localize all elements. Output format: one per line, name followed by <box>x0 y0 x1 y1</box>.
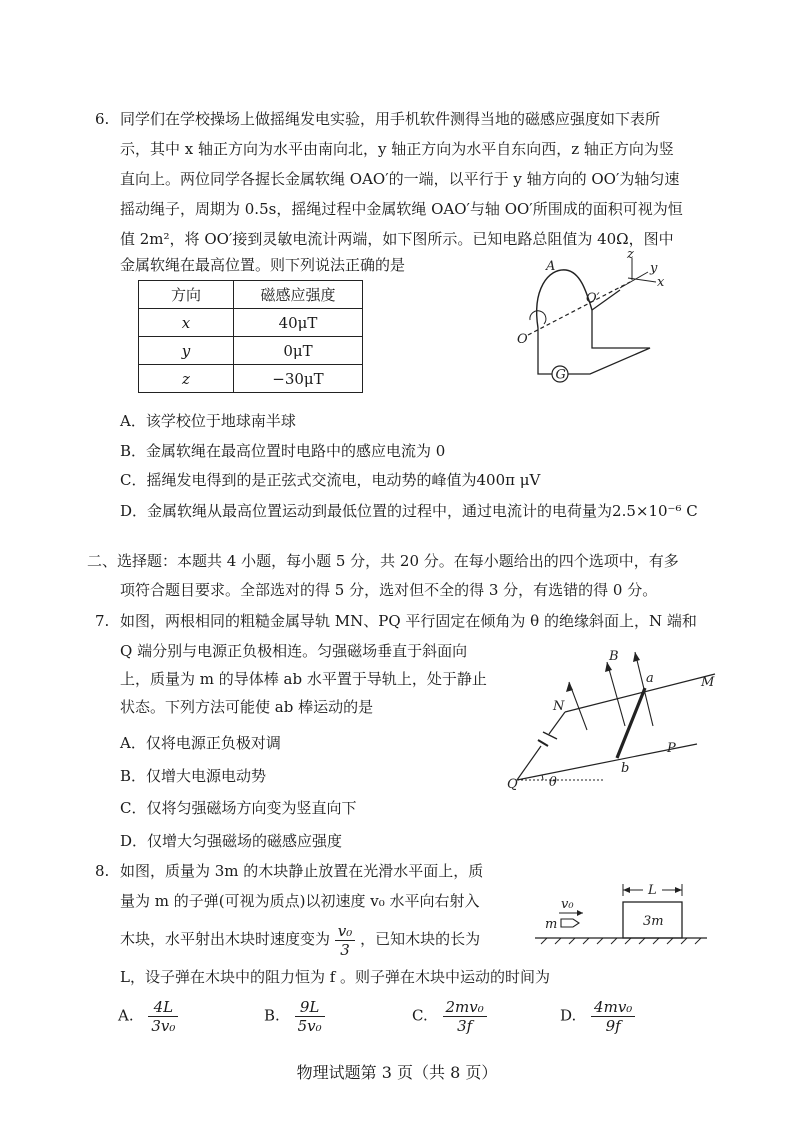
fig8-label-l: L <box>648 883 657 898</box>
table-row <box>139 365 363 393</box>
q8-option-a <box>118 998 178 1035</box>
magnetic-field-table <box>138 280 363 393</box>
q6-line-5: 值 2m²，将 OO′接到灵敏电流计两端，如下图所示。已知电路总阻值为 40Ω，图中 <box>120 230 674 248</box>
fig7-label-b: b <box>621 761 630 776</box>
table-row <box>139 337 363 365</box>
fig8-label-block: 3m <box>643 914 664 929</box>
q7-option-c: C．仅将匀强磁场方向变为竖直向下 <box>120 799 357 817</box>
option-fraction <box>148 998 178 1035</box>
q6-line-2: 示，其中 x 轴正方向为水平由南向北，y 轴正方向为水平自东向西，z 轴正方向为竖 <box>120 140 674 158</box>
table-cell: y <box>139 337 234 365</box>
table-cell: −30μT <box>234 365 363 393</box>
fraction-numerator: 4mv₀ <box>591 998 635 1017</box>
fig7-label-q: Q <box>507 777 518 792</box>
q8-line-3-end: ，已知木块的长为 <box>360 930 481 948</box>
q8-option-d <box>560 998 635 1035</box>
q8-velocity-fraction <box>335 922 356 959</box>
q6-line-3: 直向上。两位同学各握长金属软绳 OAO′的一端，以平行于 y 轴方向的 OO′为轴匀速 <box>120 170 680 188</box>
q8-number: 8. <box>95 862 110 880</box>
q6-line-4: 摇动绳子，周期为 0.5s，摇绳过程中金属软绳 OAO′与轴 OO′所围成的面积可视为恒 <box>120 200 683 218</box>
q8-line-3-start: 木块，水平射出木块时速度变为 <box>120 930 331 948</box>
fraction-numerator: 4L <box>148 998 178 1017</box>
option-fraction <box>591 998 635 1035</box>
section-2-heading-line-2: 项符合题目要求。全部选对的得 5 分，选对但不全的得 3 分，有选错的得 0 分。 <box>120 581 658 599</box>
q7-line-2: Q 端分别与电源正负极相连。匀强磁场垂直于斜面向 <box>120 642 468 660</box>
q8-line-3 <box>120 920 480 959</box>
q8-line-4: L，设子弹在木块中的阻力恒为 f 。则子弹在木块中运动的时间为 <box>120 968 551 986</box>
inclined-rails-figure <box>505 640 725 798</box>
table-header-row <box>139 281 363 309</box>
q7-option-a: A．仅将电源正负极对调 <box>120 734 281 752</box>
option-fraction <box>443 998 487 1035</box>
q8-option-c <box>412 998 487 1035</box>
table-row <box>139 309 363 337</box>
section-2-heading-line-1: 二、选择题：本题共 4 小题，每小题 5 分，共 20 分。在每小题给出的四个选项中，有多 <box>87 552 679 570</box>
q7-line-1: 如图，两根相同的粗糙金属导轨 MN、PQ 平行固定在倾角为 θ 的绝缘斜面上，N 端和 <box>120 612 697 630</box>
table-header-direction: 方向 <box>139 281 234 309</box>
fig6-label-g: G <box>555 367 566 383</box>
q7-option-b: B．仅增大电源电动势 <box>120 767 267 785</box>
table-cell: x <box>139 309 234 337</box>
table-cell: 0μT <box>234 337 363 365</box>
fig8-label-m: m <box>545 917 558 932</box>
fig6-axis-y: y <box>650 261 658 276</box>
fraction-numerator: 9L <box>295 998 325 1017</box>
option-label: C. <box>412 1006 428 1025</box>
bullet-block-figure <box>535 878 710 948</box>
fig6-label-a: A <box>546 259 556 274</box>
fig6-label-o-prime: O′ <box>586 291 600 306</box>
fig6-axis-x: x <box>657 275 665 290</box>
q6-option-b: B．金属软绳在最高位置时电路中的感应电流为 0 <box>120 442 446 460</box>
page-footer: 物理试题第 3 页（共 8 页） <box>296 1063 498 1082</box>
fig6-label-o: O <box>517 332 528 347</box>
q6-option-a: A．该学校位于地球南半球 <box>120 412 296 430</box>
table-cell: 40μT <box>234 309 363 337</box>
q8-option-b <box>264 998 325 1035</box>
fig7-label-p: P <box>667 741 676 756</box>
fig7-label-n: N <box>553 699 565 714</box>
rope-generator-figure <box>510 250 680 385</box>
q6-line-1: 同学们在学校操场上做摇绳发电实验，用手机软件测得当地的磁感应强度如下表所 <box>120 110 661 128</box>
q6-option-c: C．摇绳发电得到的是正弦式交流电，电动势的峰值为400π μV <box>120 471 541 489</box>
fig6-axis-z: z <box>627 250 634 262</box>
option-fraction <box>295 998 325 1035</box>
fig7-label-b-field: B <box>609 649 619 664</box>
table-cell: z <box>139 365 234 393</box>
q6-option-d: D．金属软绳从最高位置运动到最低位置的过程中，通过电流计的电荷量为2.5×10⁻⁶ C <box>120 502 698 520</box>
table-header-field: 磁感应强度 <box>234 281 363 309</box>
fig7-label-theta: θ <box>549 775 557 790</box>
option-label: D. <box>560 1006 577 1025</box>
fraction-denominator: 3f <box>457 1017 473 1035</box>
q7-number: 7. <box>95 612 110 630</box>
q7-option-d: D．仅增大匀强磁场的磁感应强度 <box>120 832 343 850</box>
fraction-denominator: 9f <box>605 1017 621 1035</box>
fig8-label-v0: v₀ <box>561 897 574 912</box>
fraction-denominator: 3v₀ <box>151 1017 176 1035</box>
fraction-numerator: 2mv₀ <box>443 998 487 1017</box>
fig7-label-a: a <box>646 671 654 686</box>
q6-number: 6. <box>95 110 110 128</box>
q6-line-6: 金属软绳在最高位置。则下列说法正确的是 <box>120 256 406 274</box>
q7-line-4: 状态。下列方法可能使 ab 棒运动的是 <box>120 698 374 716</box>
q8-line-2: 量为 m 的子弹(可视为质点)以初速度 v₀ 水平向右射入 <box>120 892 480 910</box>
option-label: A. <box>118 1006 134 1025</box>
fraction-denominator: 3 <box>340 940 350 959</box>
fraction-numerator: v₀ <box>335 922 356 941</box>
fig7-label-m: M <box>701 675 715 690</box>
fraction-denominator: 5v₀ <box>297 1017 322 1035</box>
q8-line-1: 如图，质量为 3m 的木块静止放置在光滑水平面上，质 <box>120 862 484 880</box>
q7-line-3: 上，质量为 m 的导体棒 ab 水平置于导轨上，处于静止 <box>120 670 487 688</box>
option-label: B. <box>264 1006 280 1025</box>
